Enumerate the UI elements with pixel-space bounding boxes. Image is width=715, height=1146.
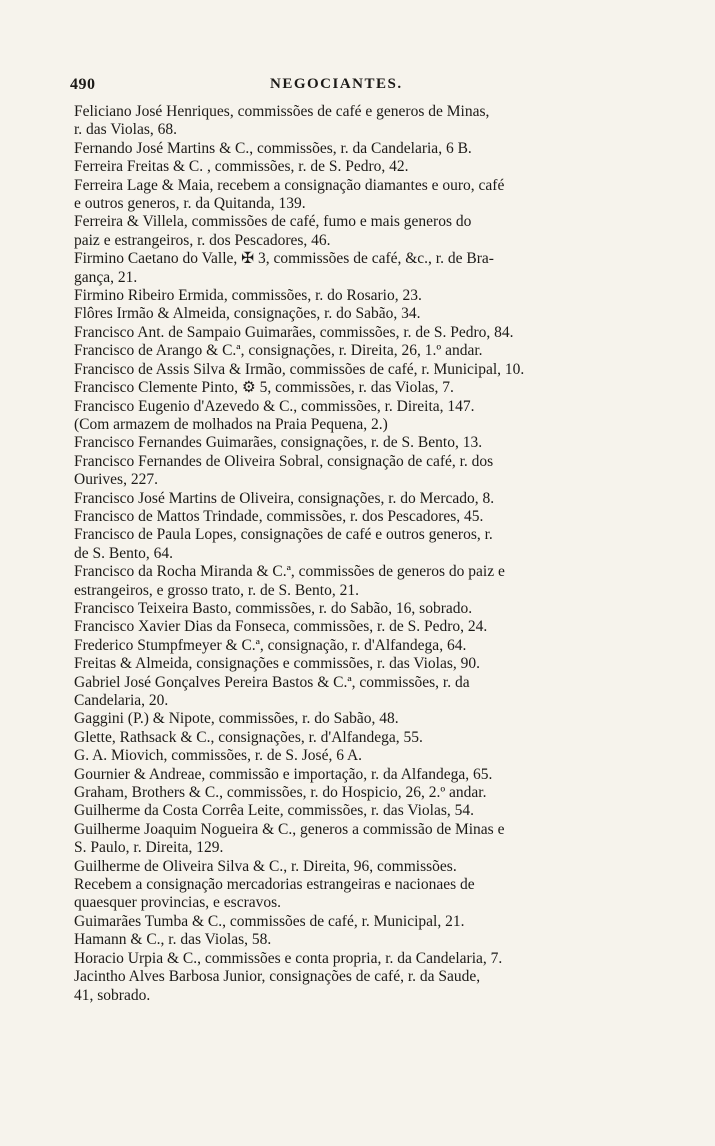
entry-line: Hamann & C., r. das Violas, 58.	[74, 931, 272, 949]
entry-line: Candelaria, 20.	[74, 692, 169, 709]
list-item	[74, 766, 649, 784]
list-item	[74, 931, 649, 949]
list-item	[74, 821, 649, 858]
entry-line: Guilherme da Costa Corrêa Leite, commissões, r. das Violas, 54.	[74, 802, 474, 820]
list-item	[74, 858, 649, 913]
list-item	[74, 434, 649, 452]
list-item	[74, 158, 649, 176]
list-item	[74, 710, 649, 728]
entry-line: Guilherme de Oliveira Silva & C., r. Direita, 96, commissões.	[74, 857, 457, 875]
entry-line: Flôres Irmão & Almeida, consignações, r. do Sabão, 34.	[74, 305, 421, 323]
list-item	[74, 729, 649, 747]
page-header	[70, 76, 650, 98]
entry-line: Firmino Caetano do Valle, ✠ 3, commissões de café, &c., r. de Bra-	[74, 250, 494, 268]
entry-line: Francisco Teixeira Basto, commissões, r. do Sabão, 16, sobrado.	[74, 599, 473, 617]
entry-line: Ferreira Freitas & C. , commissões, r. de S. Pedro, 42.	[74, 158, 409, 176]
entry-line: Francisco de Paula Lopes, consignações de café e outros generos, r.	[74, 526, 493, 544]
list-item	[74, 324, 649, 342]
list-item	[74, 213, 649, 250]
entry-line: Francisco Ant. de Sampaio Guimarães, commissões, r. de S. Pedro, 84.	[74, 323, 514, 341]
list-item	[74, 287, 649, 305]
entry-line: Graham, Brothers & C., commissões, r. do Hospicio, 26, 2.º andar.	[74, 784, 487, 802]
list-item	[74, 618, 649, 636]
list-item	[74, 600, 649, 618]
entry-line: Guimarães Tumba & C., commissões de café, r. Municipal, 21.	[74, 912, 465, 930]
entry-line: Ourives, 227.	[74, 471, 158, 489]
list-item	[74, 177, 649, 214]
entry-line: estrangeiros, e grosso trato, r. de S. Bento, 21.	[74, 581, 359, 599]
list-item	[74, 784, 649, 802]
list-item	[74, 398, 649, 435]
entry-line: Glette, Rathsack & C., consignações, r. d'Alfandega, 55.	[74, 728, 423, 746]
entry-line: Gournier & Andreae, commissão e importação, r. da Alfandega, 65.	[74, 765, 493, 783]
entry-line: paiz e estrangeiros, r. dos Pescadores, 46.	[74, 231, 331, 249]
entry-line: Frederico Stumpfmeyer & C.ª, consignação, r. d'Alfandega, 64.	[74, 636, 467, 654]
entry-line: Fernando José Martins & C., commissões, r. da Candelaria, 6 B.	[74, 139, 472, 157]
list-item	[74, 913, 649, 931]
entry-line: Firmino Ribeiro Ermida, commissões, r. do Rosario, 23.	[74, 287, 422, 305]
list-item	[74, 508, 649, 526]
entry-line: de S. Bento, 64.	[74, 544, 174, 562]
entry-line: Francisco Xavier Dias da Fonseca, commissões, r. de S. Pedro, 24.	[74, 618, 488, 636]
entry-line: G. A. Miovich, commissões, r. de S. José, 6 A.	[74, 747, 363, 765]
entry-line: S. Paulo, r. Direita, 129.	[74, 839, 224, 857]
list-item	[74, 305, 649, 323]
entry-line: gança, 21.	[74, 268, 138, 286]
list-item	[74, 747, 649, 765]
entry-line: Recebem a consignação mercadorias estrangeiras e nacionaes de	[74, 876, 475, 894]
entry-line: Gabriel José Gonçalves Pereira Bastos & C.ª, commissões, r. da	[74, 673, 470, 691]
list-item	[74, 563, 649, 600]
page-number: 490	[70, 76, 96, 93]
entry-line: Francisco de Assis Silva & Irmão, commissões de café, r. Municipal, 10.	[74, 360, 525, 378]
entry-line: Freitas & Almeida, consignações e commissões, r. das Violas, 90.	[74, 655, 481, 673]
entry-line: Francisco de Arango & C.ª, consignações, r. Direita, 26, 1.º andar.	[74, 342, 483, 360]
entry-line: Feliciano José Henriques, commissões de café e generos de Minas,	[74, 103, 490, 120]
entry-line: Horacio Urpia & C., commissões e conta propria, r. da Candelaria, 7.	[74, 949, 503, 967]
entry-line: Francisco da Rocha Miranda & C.ª, commissões de generos do paiz e	[74, 563, 505, 581]
entry-line: quaesquer provincias, e escravos.	[74, 894, 282, 912]
list-item	[74, 637, 649, 655]
entry-line: Francisco de Mattos Trindade, commissões, r. dos Pescadores, 45.	[74, 507, 484, 525]
list-item	[74, 342, 649, 360]
list-item	[74, 526, 649, 563]
entry-line: Francisco Fernandes de Oliveira Sobral, consignação de café, r. dos	[74, 452, 494, 470]
list-item	[74, 140, 649, 158]
list-item	[74, 453, 649, 490]
entry-line: Jacintho Alves Barbosa Junior, consignações de café, r. da Saude,	[74, 968, 481, 986]
list-item	[74, 103, 649, 140]
list-item	[74, 490, 649, 508]
running-title: NEGOCIANTES.	[270, 76, 403, 92]
entry-line: (Com armazem de molhados na Praia Pequena, 2.)	[74, 415, 388, 433]
list-item	[74, 250, 649, 287]
entry-line: Gaggini (P.) & Nipote, commissões, r. do Sabão, 48.	[74, 710, 399, 728]
list-item	[74, 655, 649, 673]
list-item	[74, 950, 649, 968]
entry-line: 41, sobrado.	[74, 986, 151, 1004]
list-item	[74, 361, 649, 379]
list-item	[74, 968, 649, 1005]
list-item	[74, 674, 649, 711]
list-item	[74, 802, 649, 820]
list-item	[74, 379, 649, 397]
entry-line: Francisco Eugenio d'Azevedo & C., commissões, r. Direita, 147.	[74, 397, 475, 415]
entry-line: e outros generos, r. da Quitanda, 139.	[74, 195, 306, 213]
entry-line: Guilherme Joaquim Nogueira & C., generos a commissão de Minas e	[74, 820, 505, 838]
entry-line: r. das Violas, 68.	[74, 121, 177, 139]
entry-line: Francisco José Martins de Oliveira, consignações, r. do Mercado, 8.	[74, 489, 495, 507]
entry-line: Ferreira Lage & Maia, recebem a consignação diamantes e ouro, café	[74, 176, 505, 194]
merchant-list	[74, 103, 649, 1005]
entry-line: Francisco Clemente Pinto, ⚙ 5, commissões, r. das Violas, 7.	[74, 379, 454, 397]
entry-line: Francisco Fernandes Guimarães, consignações, r. de S. Bento, 13.	[74, 434, 483, 452]
entry-line: Ferreira & Villela, commissões de café, fumo e mais generos do	[74, 213, 472, 231]
